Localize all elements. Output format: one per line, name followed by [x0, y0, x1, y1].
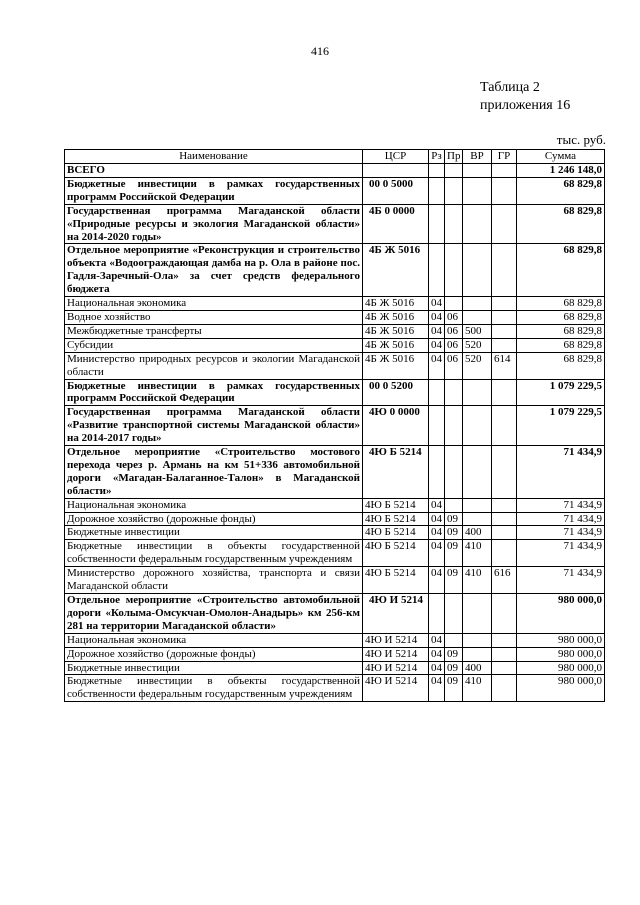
- cell-csr: 4Ю Б 5214: [363, 512, 429, 526]
- cell-rz: 04: [429, 324, 445, 338]
- cell-name: Бюджетные инвестиции: [65, 661, 363, 675]
- table-row: [65, 324, 605, 338]
- cell-gr: [492, 177, 517, 204]
- header-gr: ГР: [492, 150, 517, 164]
- cell-gr: 616: [492, 567, 517, 594]
- cell-gr: [492, 675, 517, 702]
- cell-vr: 410: [463, 567, 492, 594]
- cell-pr: 09: [445, 661, 463, 675]
- cell-rz: 04: [429, 498, 445, 512]
- cell-csr: 4Б Ж 5016: [363, 352, 429, 379]
- cell-vr: [463, 446, 492, 499]
- table-row: [65, 338, 605, 352]
- cell-vr: [463, 498, 492, 512]
- cell-name: Бюджетные инвестиции в объекты государственной собственности федеральным государственным учреждениям: [65, 675, 363, 702]
- page-number: 416: [311, 44, 329, 58]
- cell-gr: [492, 540, 517, 567]
- cell-vr: 520: [463, 338, 492, 352]
- cell-name: Государственная программа Магаданской области «Развитие транспортной системы Магаданской области» на 2014-2017 годы»: [65, 406, 363, 446]
- cell-rz: 04: [429, 512, 445, 526]
- cell-pr: [445, 498, 463, 512]
- cell-vr: [463, 379, 492, 406]
- cell-rz: 04: [429, 352, 445, 379]
- cell-rz: [429, 379, 445, 406]
- cell-rz: 04: [429, 647, 445, 661]
- table-row: [65, 406, 605, 446]
- cell-gr: [492, 338, 517, 352]
- cell-pr: 09: [445, 675, 463, 702]
- cell-csr: 4Ю Б 5214: [363, 498, 429, 512]
- cell-sum: 68 829,8: [517, 204, 605, 244]
- table-row: [65, 540, 605, 567]
- cell-sum: 980 000,0: [517, 675, 605, 702]
- cell-gr: [492, 379, 517, 406]
- header-rz: Рз: [429, 150, 445, 164]
- cell-pr: 06: [445, 310, 463, 324]
- cell-gr: [492, 512, 517, 526]
- cell-gr: [492, 633, 517, 647]
- cell-gr: [492, 310, 517, 324]
- cell-rz: 04: [429, 567, 445, 594]
- cell-sum: 68 829,8: [517, 297, 605, 311]
- table-row: [65, 498, 605, 512]
- cell-pr: 06: [445, 324, 463, 338]
- cell-sum: 1 246 148,0: [517, 164, 605, 178]
- cell-sum: 1 079 229,5: [517, 406, 605, 446]
- table-row: [65, 446, 605, 499]
- cell-gr: [492, 647, 517, 661]
- cell-sum: 71 434,9: [517, 512, 605, 526]
- cell-name: Бюджетные инвестиции в объекты государственной собственности федеральным государственным учреждениям: [65, 540, 363, 567]
- cell-pr: [445, 406, 463, 446]
- cell-rz: [429, 406, 445, 446]
- cell-csr: 4Б Ж 5016: [363, 338, 429, 352]
- cell-csr: 4Б Ж 5016: [363, 297, 429, 311]
- cell-csr: 4Ю И 5214: [363, 647, 429, 661]
- cell-sum: 68 829,8: [517, 324, 605, 338]
- cell-pr: 09: [445, 526, 463, 540]
- cell-csr: 4Ю Б 5214: [363, 567, 429, 594]
- cell-name: Министерство дорожного хозяйства, транспорта и связи Магаданской области: [65, 567, 363, 594]
- table-header-row: [65, 150, 605, 164]
- cell-csr: 4Ю И 5214: [363, 633, 429, 647]
- cell-vr: [463, 297, 492, 311]
- cell-csr: 4Б Ж 5016: [363, 244, 429, 297]
- cell-name: Министерство природных ресурсов и экологии Магаданской области: [65, 352, 363, 379]
- cell-vr: 410: [463, 675, 492, 702]
- cell-csr: 4Ю И 5214: [363, 675, 429, 702]
- cell-sum: 68 829,8: [517, 352, 605, 379]
- cell-csr: 4Б Ж 5016: [363, 324, 429, 338]
- cell-name: Дорожное хозяйство (дорожные фонды): [65, 647, 363, 661]
- table-row: [65, 567, 605, 594]
- table-row: [65, 675, 605, 702]
- cell-vr: 400: [463, 661, 492, 675]
- cell-vr: [463, 512, 492, 526]
- cell-gr: [492, 498, 517, 512]
- cell-name: Бюджетные инвестиции: [65, 526, 363, 540]
- cell-gr: [492, 526, 517, 540]
- cell-csr: 4Ю Б 5214: [363, 540, 429, 567]
- table-row: [65, 177, 605, 204]
- table-row: [65, 647, 605, 661]
- cell-vr: [463, 177, 492, 204]
- table-row: [65, 512, 605, 526]
- cell-gr: [492, 244, 517, 297]
- header-vr: ВР: [463, 150, 492, 164]
- cell-vr: [463, 310, 492, 324]
- cell-sum: 1 079 229,5: [517, 379, 605, 406]
- cell-rz: 04: [429, 675, 445, 702]
- cell-pr: 09: [445, 512, 463, 526]
- cell-rz: 04: [429, 661, 445, 675]
- cell-vr: [463, 204, 492, 244]
- cell-pr: 06: [445, 338, 463, 352]
- cell-vr: 400: [463, 526, 492, 540]
- table-caption: [480, 79, 570, 115]
- cell-rz: 04: [429, 633, 445, 647]
- table-row: [65, 244, 605, 297]
- cell-csr: 4Б Ж 5016: [363, 310, 429, 324]
- cell-gr: [492, 594, 517, 634]
- cell-rz: [429, 204, 445, 244]
- cell-rz: [429, 164, 445, 178]
- header-csr: ЦСР: [363, 150, 429, 164]
- cell-csr: 4Ю Б 5214: [363, 526, 429, 540]
- cell-pr: [445, 244, 463, 297]
- cell-vr: [463, 633, 492, 647]
- cell-pr: [445, 297, 463, 311]
- cell-name: Национальная экономика: [65, 633, 363, 647]
- cell-vr: 500: [463, 324, 492, 338]
- cell-sum: 68 829,8: [517, 338, 605, 352]
- cell-pr: 09: [445, 567, 463, 594]
- table-row: [65, 310, 605, 324]
- cell-vr: [463, 244, 492, 297]
- cell-sum: 68 829,8: [517, 244, 605, 297]
- cell-pr: [445, 204, 463, 244]
- cell-name: ВСЕГО: [65, 164, 363, 178]
- cell-name: Отдельное мероприятие «Строительство автомобильной дороги «Колыма-Омсукчан-Омолон-Анадырь» км 256-км 281 на территории Магаданской области»: [65, 594, 363, 634]
- cell-pr: [445, 446, 463, 499]
- cell-rz: [429, 446, 445, 499]
- cell-rz: [429, 177, 445, 204]
- cell-gr: [492, 324, 517, 338]
- cell-gr: 614: [492, 352, 517, 379]
- cell-name: Субсидии: [65, 338, 363, 352]
- cell-sum: 68 829,8: [517, 310, 605, 324]
- cell-name: Национальная экономика: [65, 297, 363, 311]
- cell-vr: 410: [463, 540, 492, 567]
- header-pr: Пр: [445, 150, 463, 164]
- cell-name: Бюджетные инвестиции в рамках государственных программ Российской Федерации: [65, 379, 363, 406]
- cell-rz: 04: [429, 297, 445, 311]
- cell-sum: 980 000,0: [517, 594, 605, 634]
- cell-pr: 09: [445, 647, 463, 661]
- cell-name: Государственная программа Магаданской области «Природные ресурсы и экология Магаданской области» на 2014-2020 годы»: [65, 204, 363, 244]
- cell-sum: 71 434,9: [517, 540, 605, 567]
- cell-gr: [492, 164, 517, 178]
- cell-vr: [463, 647, 492, 661]
- cell-csr: 4Ю 0 0000: [363, 406, 429, 446]
- cell-gr: [492, 204, 517, 244]
- table-row: [65, 297, 605, 311]
- cell-gr: [492, 446, 517, 499]
- cell-rz: [429, 244, 445, 297]
- cell-gr: [492, 661, 517, 675]
- cell-pr: 06: [445, 352, 463, 379]
- cell-name: Дорожное хозяйство (дорожные фонды): [65, 512, 363, 526]
- cell-gr: [492, 297, 517, 311]
- cell-csr: [363, 164, 429, 178]
- cell-sum: 71 434,9: [517, 526, 605, 540]
- cell-pr: [445, 164, 463, 178]
- cell-vr: [463, 164, 492, 178]
- cell-rz: 04: [429, 338, 445, 352]
- cell-csr: 4Б 0 0000: [363, 204, 429, 244]
- cell-name: Национальная экономика: [65, 498, 363, 512]
- header-sum: Сумма: [517, 150, 605, 164]
- cell-vr: [463, 594, 492, 634]
- cell-gr: [492, 406, 517, 446]
- cell-rz: [429, 594, 445, 634]
- cell-pr: [445, 379, 463, 406]
- cell-name: Бюджетные инвестиции в рамках государственных программ Российской Федерации: [65, 177, 363, 204]
- cell-sum: 980 000,0: [517, 633, 605, 647]
- cell-csr: 4Ю И 5214: [363, 594, 429, 634]
- table-row: [65, 594, 605, 634]
- cell-sum: 71 434,9: [517, 446, 605, 499]
- table-row: [65, 164, 605, 178]
- table-row: [65, 661, 605, 675]
- cell-sum: 68 829,8: [517, 177, 605, 204]
- cell-pr: [445, 177, 463, 204]
- cell-sum: 71 434,9: [517, 498, 605, 512]
- cell-name: Межбюджетные трансферты: [65, 324, 363, 338]
- cell-sum: 980 000,0: [517, 661, 605, 675]
- cell-vr: 520: [463, 352, 492, 379]
- cell-pr: [445, 633, 463, 647]
- header-name: Наименование: [65, 150, 363, 164]
- table-row: [65, 633, 605, 647]
- cell-pr: [445, 594, 463, 634]
- table-caption-line2: приложения 16: [480, 98, 571, 113]
- budget-table: [64, 149, 605, 702]
- cell-sum: 71 434,9: [517, 567, 605, 594]
- table-body: [65, 164, 605, 702]
- cell-pr: 09: [445, 540, 463, 567]
- cell-name: Водное хозяйство: [65, 310, 363, 324]
- table-row: [65, 379, 605, 406]
- table-caption-line1: Таблица 2: [480, 80, 540, 95]
- cell-csr: 4Ю Б 5214: [363, 446, 429, 499]
- cell-name: Отдельное мероприятие «Реконструкция и строительство объекта «Водоограждающая дамба на р. Ола в районе пос. Гадля-Заречный-Ола» за счет средств федерального бюджета: [65, 244, 363, 297]
- table-row: [65, 352, 605, 379]
- cell-sum: 980 000,0: [517, 647, 605, 661]
- cell-csr: 00 0 5000: [363, 177, 429, 204]
- cell-rz: 04: [429, 540, 445, 567]
- cell-rz: 04: [429, 526, 445, 540]
- cell-vr: [463, 406, 492, 446]
- table-row: [65, 526, 605, 540]
- cell-csr: 4Ю И 5214: [363, 661, 429, 675]
- cell-rz: 04: [429, 310, 445, 324]
- cell-name: Отдельное мероприятие «Строительство мостового перехода через р. Армань на км 51+336 автомобильной дороги «Магадан-Балаганное-Талон» в Магаданской области»: [65, 446, 363, 499]
- table-row: [65, 204, 605, 244]
- units-label: тыс. руб.: [556, 132, 606, 147]
- cell-csr: 00 0 5200: [363, 379, 429, 406]
